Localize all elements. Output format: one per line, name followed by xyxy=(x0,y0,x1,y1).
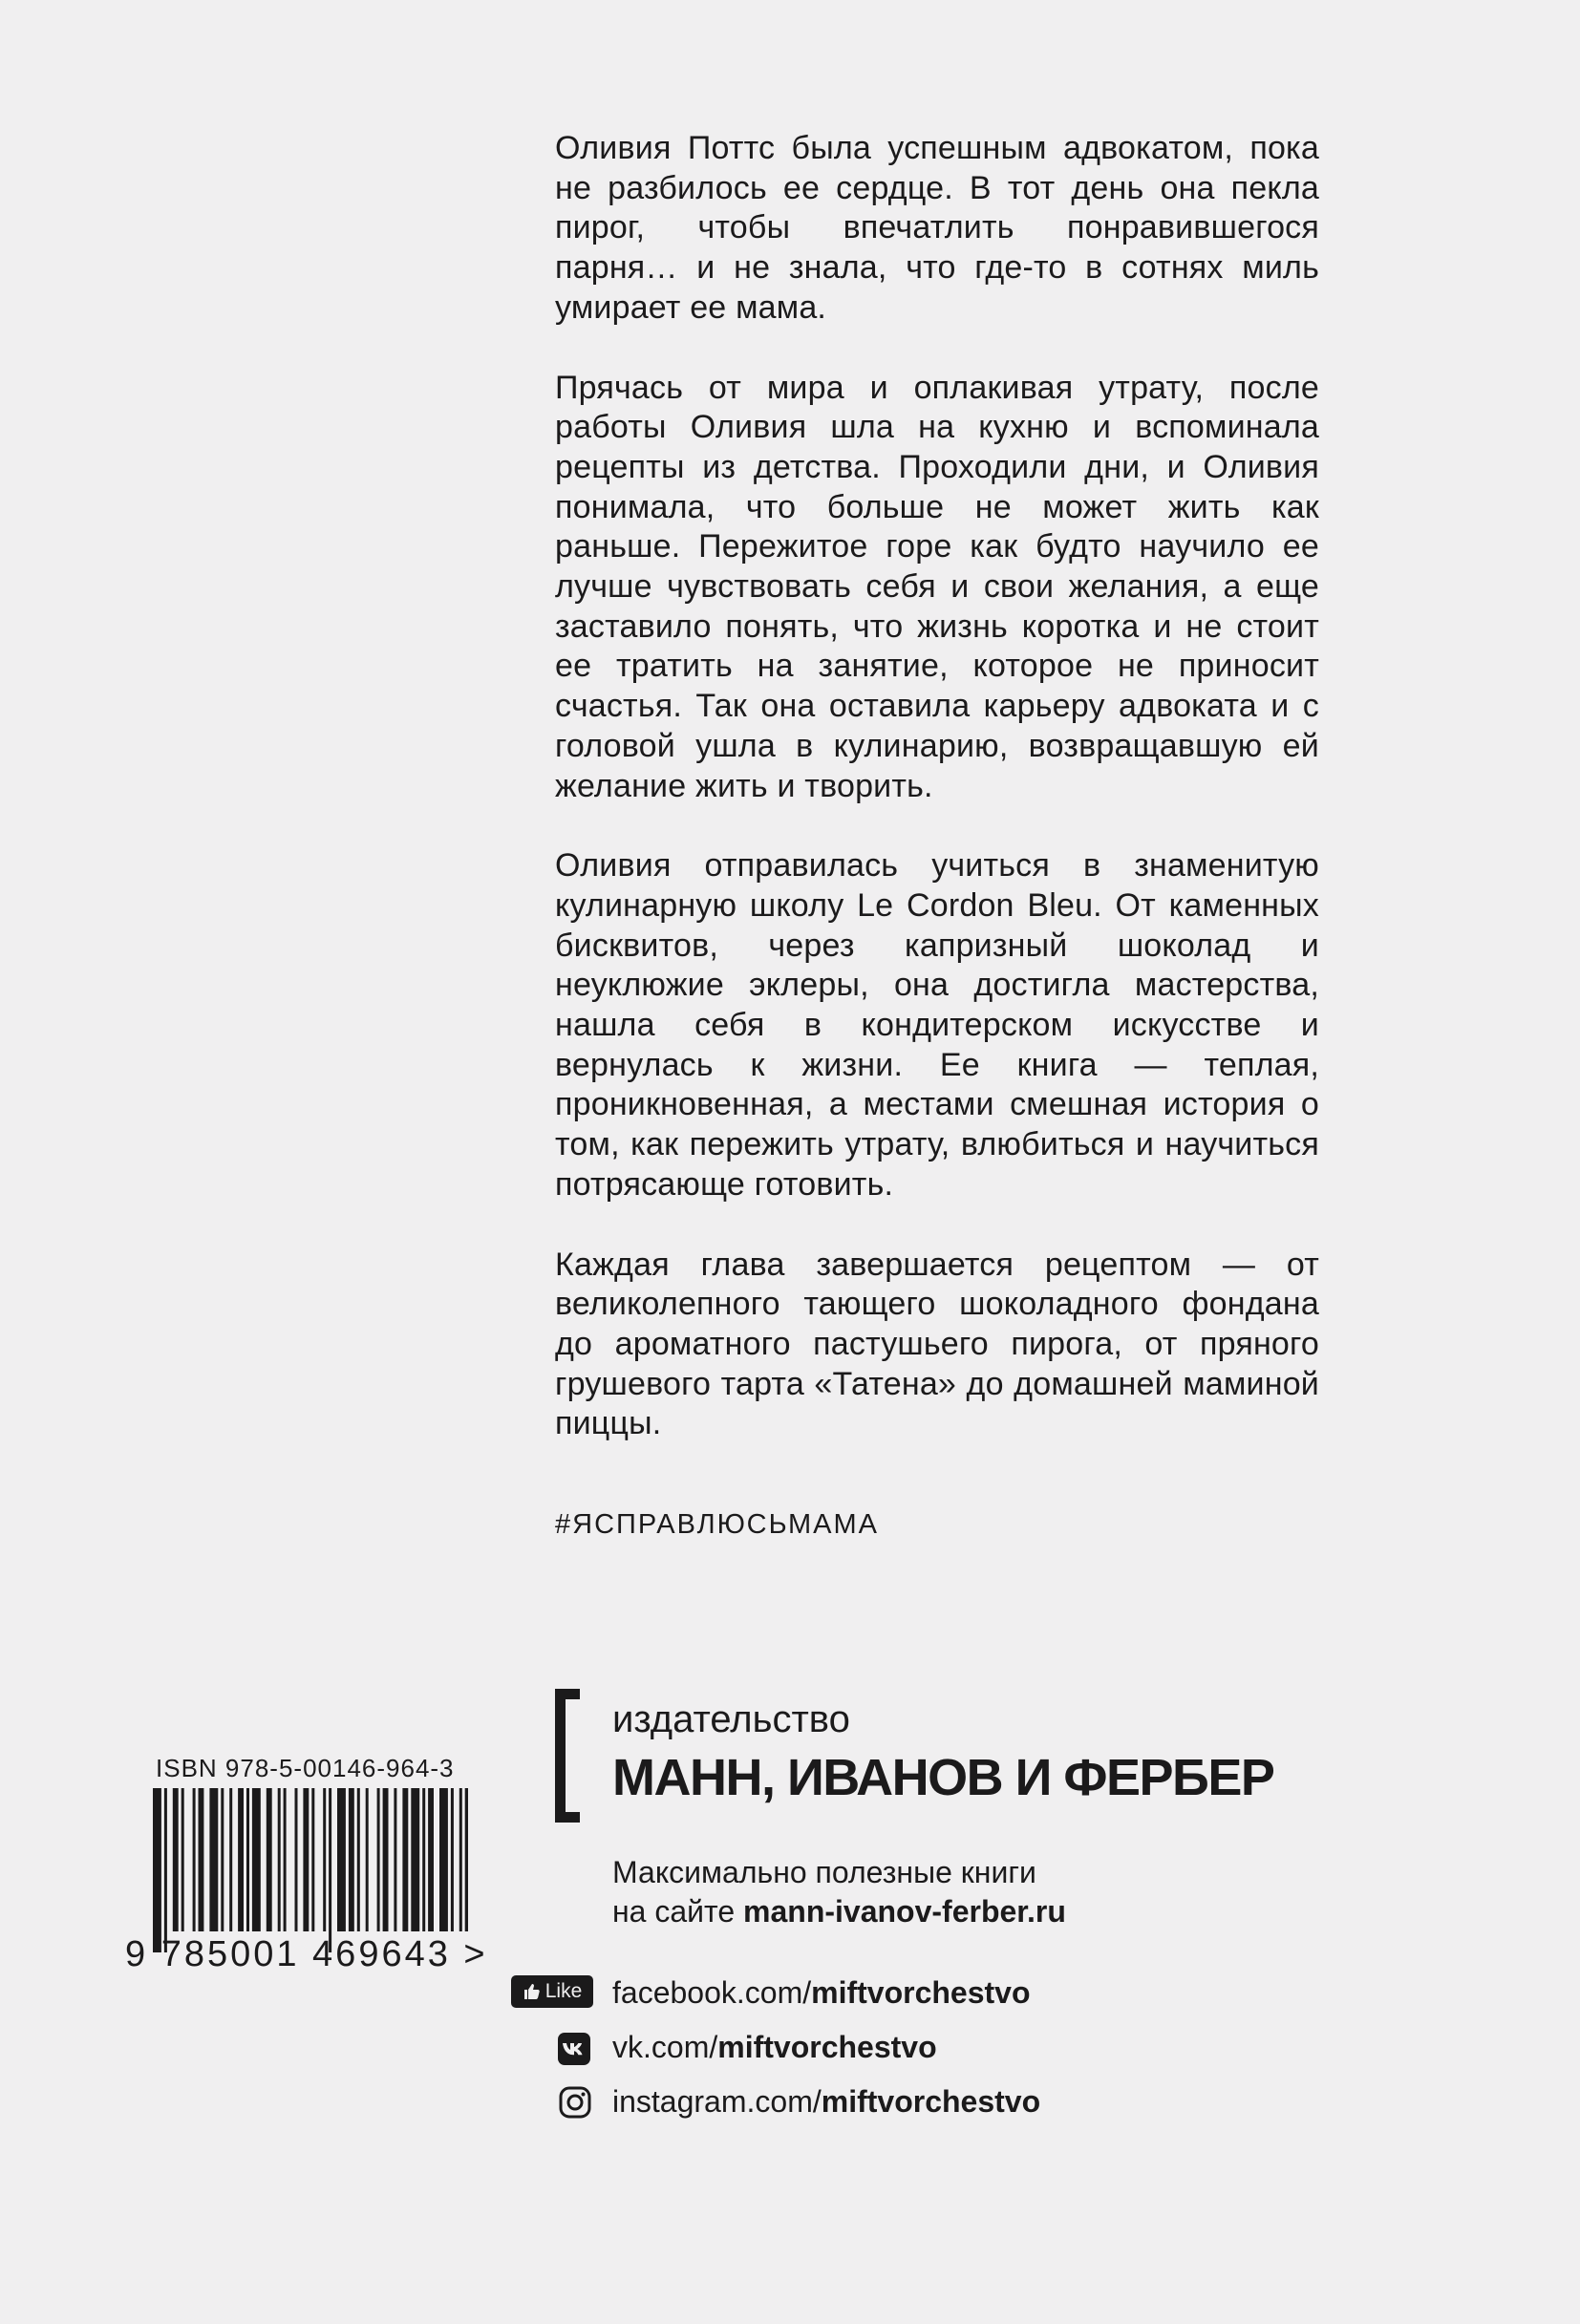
publisher-tagline xyxy=(612,1853,1066,1931)
instagram-icon[interactable] xyxy=(558,2085,592,2120)
barcode-bar xyxy=(459,1788,462,1931)
facebook-text xyxy=(612,1973,1031,2012)
vk-prefix: vk.com/ xyxy=(612,2030,718,2064)
vk-text xyxy=(612,2028,937,2066)
barcode-bar xyxy=(153,1788,161,1952)
vk-glyph xyxy=(562,2041,587,2057)
instagram-glyph xyxy=(558,2085,592,2120)
barcode-bar xyxy=(377,1788,380,1931)
blurb-paragraph-3: Оливия отправилась учиться в знаменитую кулинарную школу Le Cordon Bleu. От каменных бисквитов, через капризный шоколад и неуклюжие эклеры, она достигла мастерства, нашла себя в кондитерском искусстве и вернулась к жизни. Ее книга — теплая, проникновенная, а местами смешная история о том, как пережить утрату, влюбиться и научиться потрясающе готовить. xyxy=(555,847,1319,1203)
barcode-bar xyxy=(337,1788,346,1931)
barcode-bar xyxy=(193,1788,196,1931)
publisher-name: МАНН, ИВАНОВ И ФЕРБЕР xyxy=(612,1749,1274,1806)
tagline-prefix: на сайте xyxy=(612,1894,744,1929)
tagline-line2 xyxy=(612,1892,1066,1931)
thumbs-up-icon xyxy=(523,1982,542,2001)
vk-handle: miftvorchestvo xyxy=(717,2030,937,2064)
barcode-bar xyxy=(229,1788,232,1931)
barcode-bar xyxy=(252,1788,261,1931)
blurb-paragraph-1: Оливия Поттс была успешным адвокатом, пока не разбилось ее сердце. В тот день она пекла пирог, чтобы впечатлить понравившегося парня… и не знала, что где-то в сотнях миль умирает ее мама. xyxy=(555,130,1319,326)
instagram-prefix: instagram.com/ xyxy=(612,2084,822,2119)
facebook-like-icon[interactable] xyxy=(511,1975,593,2008)
barcode xyxy=(153,1788,468,1952)
facebook-handle: miftvorchestvo xyxy=(811,1975,1031,2010)
barcode-bar xyxy=(422,1788,425,1931)
barcode-bar xyxy=(465,1788,468,1931)
barcode-bar xyxy=(173,1788,179,1931)
barcode-bar xyxy=(383,1788,389,1931)
barcode-bar xyxy=(323,1788,326,1931)
back-cover-blurb xyxy=(555,129,1319,1484)
instagram-link[interactable] xyxy=(612,2084,1040,2119)
barcode-bar xyxy=(357,1788,360,1931)
facebook-prefix: facebook.com/ xyxy=(612,1975,812,2010)
barcode-bar xyxy=(329,1788,331,1952)
barcode-bar xyxy=(311,1788,314,1931)
barcode-digits: 9 785001 469643 > xyxy=(125,1934,488,1974)
blurb-paragraph-2: Прячась от мира и оплакивая утрату, после работы Оливия шла на кухню и вспоминала рецепты из детства. Проходили дни, и Оливия понимала, что больше не может жить как раньше. Пережитое горе как будто научило ее лучше чувствовать себя и свои желания, а еще заставило понять, что жизнь коротка и не стоит ее тратить на занятие, которое не приносит счастья. Так она оставила карьеру адвоката и с головой ушла в кулинарию, возвращавшую ей желание жить и творить. xyxy=(555,369,1319,804)
publisher-logo xyxy=(555,1689,1319,1823)
barcode-bar xyxy=(284,1788,287,1931)
instagram-text xyxy=(612,2082,1040,2121)
vk-icon[interactable] xyxy=(558,2033,590,2065)
barcode-bar xyxy=(238,1788,244,1931)
bracket-mark xyxy=(555,1689,580,1823)
barcode-bar xyxy=(246,1788,249,1931)
like-badge-label: Like xyxy=(544,1980,583,2002)
isbn-label: ISBN 978-5-00146-964-3 xyxy=(156,1754,455,1782)
barcode-bar xyxy=(278,1788,281,1931)
publisher-line1: издательство xyxy=(612,1698,850,1740)
barcode-bar xyxy=(349,1788,354,1931)
barcode-bar xyxy=(164,1788,167,1952)
barcode-bar xyxy=(402,1788,408,1931)
barcode-bar xyxy=(181,1788,184,1931)
barcode-bar xyxy=(303,1788,309,1931)
facebook-link[interactable] xyxy=(612,1975,1031,2010)
barcode-bar xyxy=(428,1788,434,1931)
barcode-bar xyxy=(267,1788,272,1931)
barcode-bar xyxy=(209,1788,218,1931)
barcode-bar xyxy=(394,1788,396,1931)
hashtag: #ЯСПРАВЛЮСЬМАМА xyxy=(555,1509,879,1540)
barcode-bar xyxy=(221,1788,224,1931)
blurb-paragraph-4: Каждая глава завершается рецептом — от великолепного тающего шоколадного фондана до ароматного пастушьего пирога, от пряного грушевого тарта «Татена» до домашней маминой пиццы. xyxy=(555,1246,1319,1442)
barcode-bar xyxy=(451,1788,454,1931)
instagram-handle: miftvorchestvo xyxy=(821,2084,1041,2119)
tagline-line1: Максимально полезные книги xyxy=(612,1855,1036,1889)
barcode-bar xyxy=(366,1788,369,1931)
barcode-bar xyxy=(411,1788,419,1931)
barcode-bar xyxy=(295,1788,298,1931)
vk-link[interactable] xyxy=(612,2030,937,2064)
barcode-bar xyxy=(439,1788,448,1931)
barcode-bar xyxy=(199,1788,204,1931)
site-link[interactable]: mann-ivanov-ferber.ru xyxy=(743,1894,1066,1929)
